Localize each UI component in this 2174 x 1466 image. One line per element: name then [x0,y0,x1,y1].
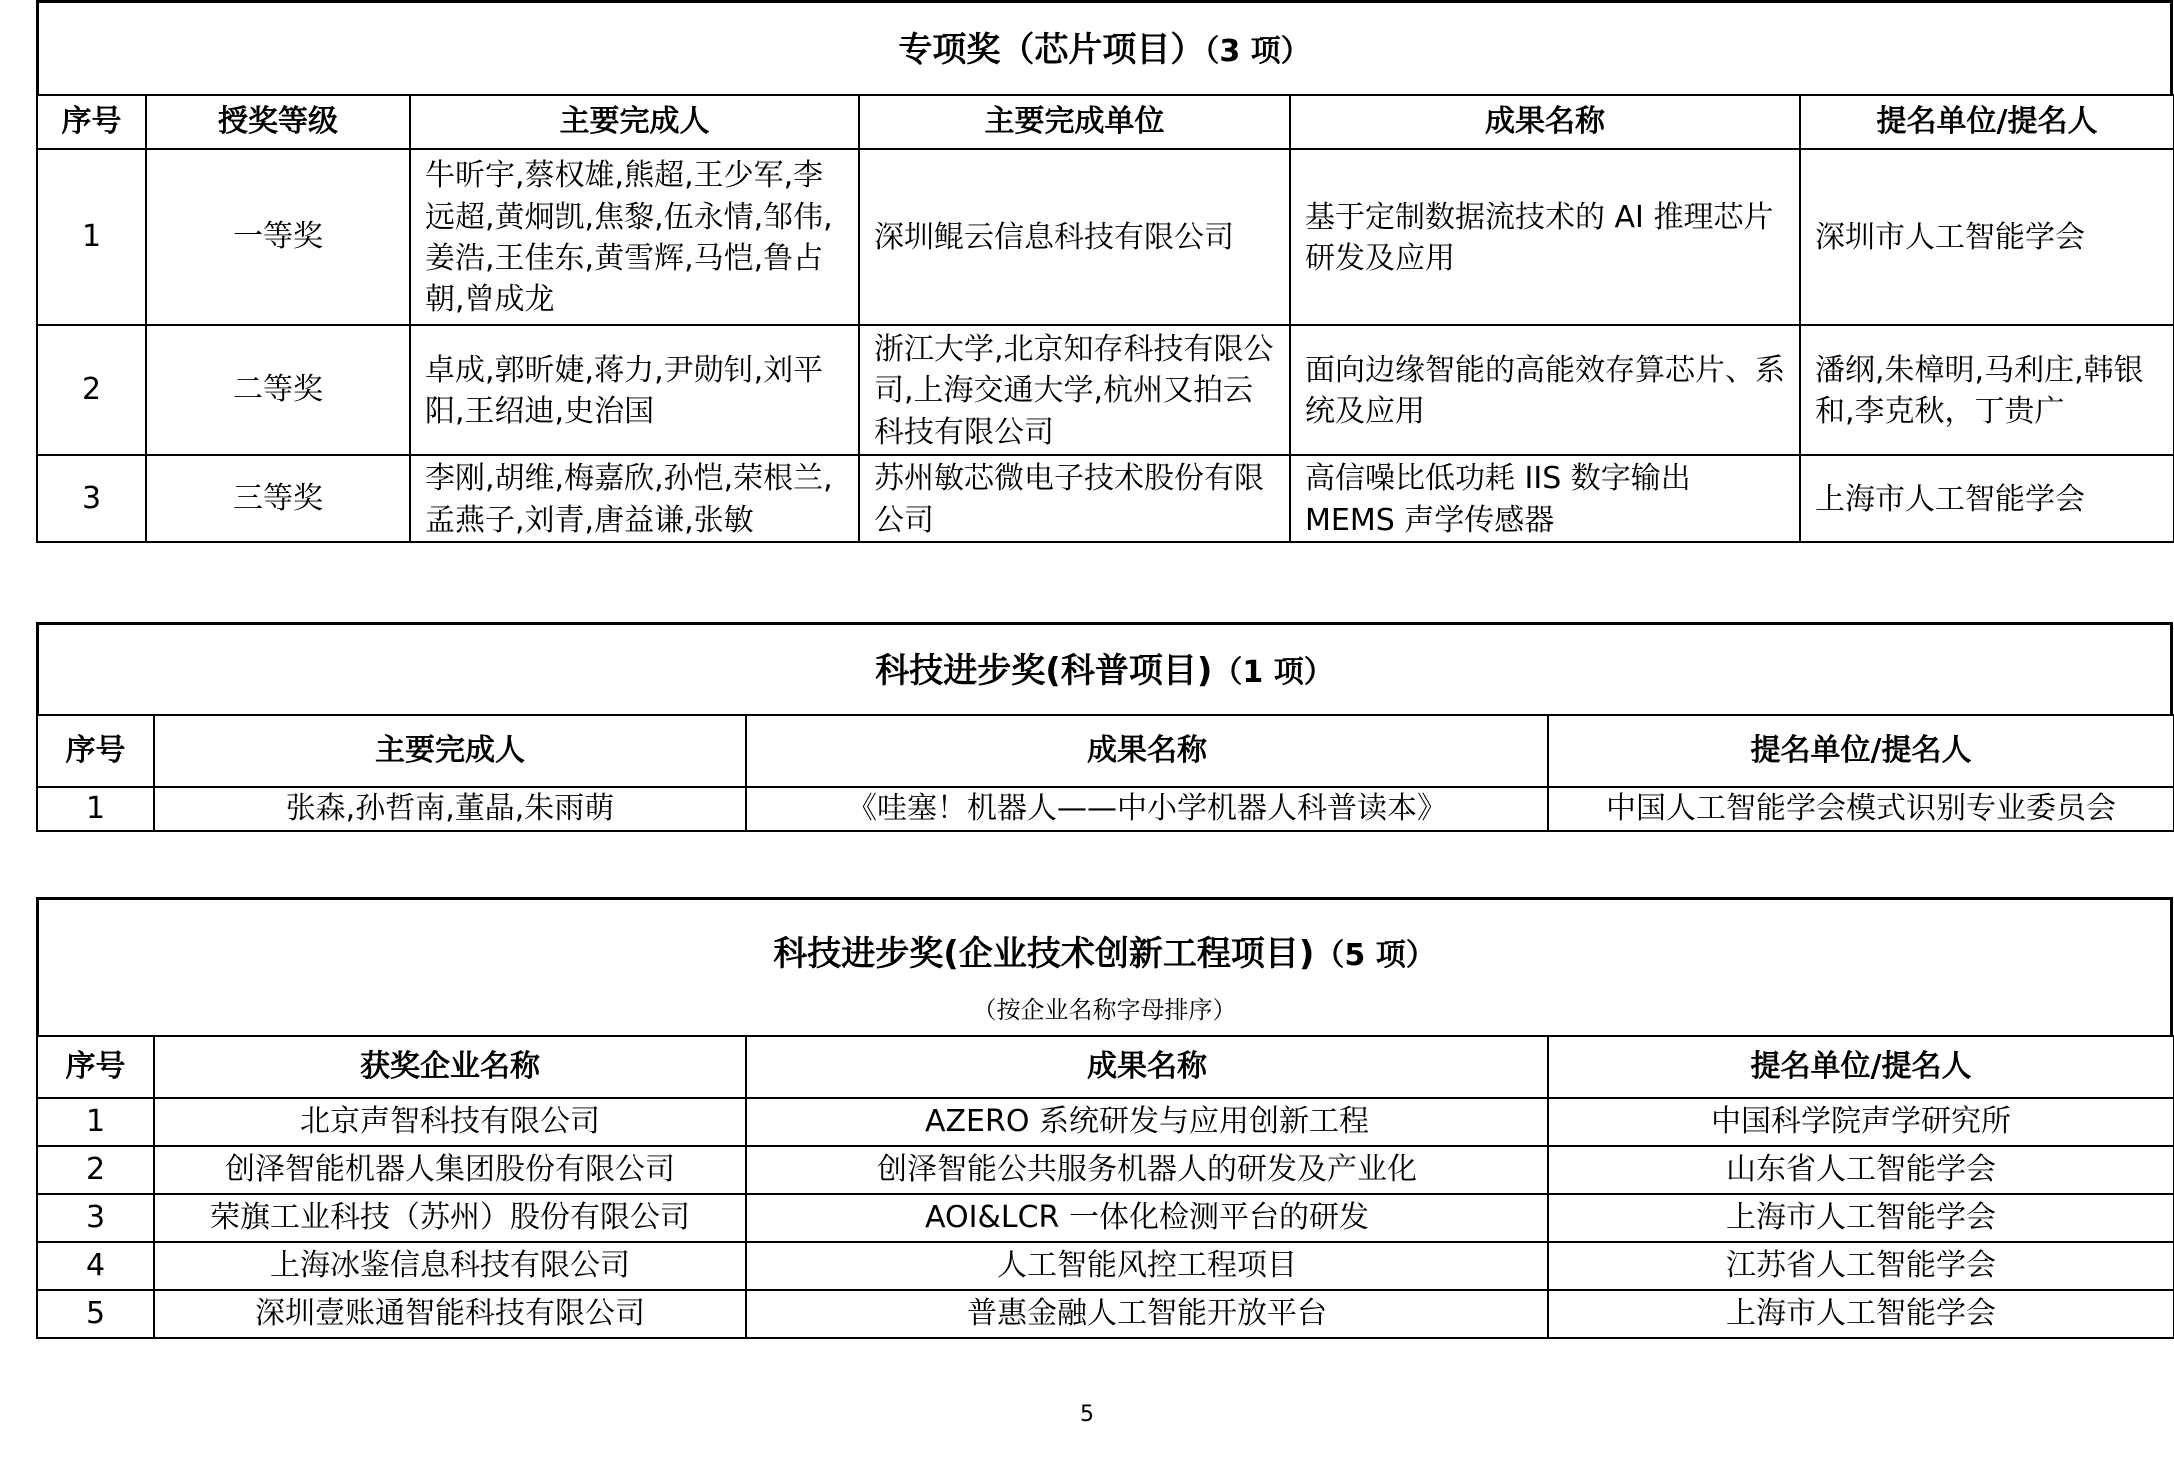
page-number: 5 [1080,1402,1094,1427]
row-number: 3 [37,1194,154,1242]
table-header-row [37,95,2174,149]
section-count: （1 项） [1212,655,1334,690]
header-cell: 授奖等级 [146,95,410,149]
company-name: 荣旗工业科技（苏州）股份有限公司 [154,1194,746,1242]
header-cell: 获奖企业名称 [154,1036,746,1098]
header-cell: 序号 [37,715,154,787]
section-title-box [36,622,2173,714]
row-number: 1 [37,787,154,831]
table-row [37,455,2174,542]
row-number: 1 [37,1098,154,1146]
nominator: 上海市人工智能学会 [1548,1290,2174,1338]
main-contributors: 牛昕宇,蔡权雄,熊超,王少军,李远超,黄炯凯,焦黎,伍永情,邹伟,姜浩,王佳东,黄雪辉,马恺,鲁占朝,曾成龙 [410,149,859,325]
row-number: 5 [37,1290,154,1338]
nominator: 中国人工智能学会模式识别专业委员会 [1548,787,2174,831]
achievement-name: 普惠金融人工智能开放平台 [746,1290,1548,1338]
table-header-row [37,715,2174,787]
header-cell: 提名单位/提名人 [1548,1036,2174,1098]
achievement-name: 基于定制数据流技术的 AI 推理芯片研发及应用 [1290,149,1800,325]
company-name: 上海冰鉴信息科技有限公司 [154,1242,746,1290]
nominator: 潘纲,朱樟明,马利庄,韩银和,李克秋，丁贵广 [1800,325,2174,455]
nominator: 上海市人工智能学会 [1800,455,2174,542]
science-popularization-table [36,714,2174,832]
main-contributors: 张森,孙哲南,董晶,朱雨萌 [154,787,746,831]
award-level: 二等奖 [146,325,410,455]
section-enterprise-innovation [36,897,2173,1339]
achievement-name: 人工智能风控工程项目 [746,1242,1548,1290]
nominator: 上海市人工智能学会 [1548,1194,2174,1242]
sort-note: （按企业名称字母排序） [972,996,1237,1024]
table-row [37,149,2174,325]
chip-award-table [36,94,2174,543]
achievement-name: 《哇塞！机器人——中小学机器人科普读本》 [746,787,1548,831]
table-row [37,1242,2174,1290]
company-name: 创泽智能机器人集团股份有限公司 [154,1146,746,1194]
row-number: 4 [37,1242,154,1290]
achievement-name: 面向边缘智能的高能效存算芯片、系统及应用 [1290,325,1800,455]
header-cell: 提名单位/提名人 [1800,95,2174,149]
award-level: 一等奖 [146,149,410,325]
main-contributors: 卓成,郭昕婕,蒋力,尹勋钊,刘平阳,王绍迪,史治国 [410,325,859,455]
header-cell: 序号 [37,1036,154,1098]
section-title: 科技进步奖(科普项目) [875,651,1213,691]
header-cell: 主要完成单位 [859,95,1290,149]
achievement-name: 创泽智能公共服务机器人的研发及产业化 [746,1146,1548,1194]
main-organization: 苏州敏芯微电子技术股份有限公司 [859,455,1290,542]
header-cell: 主要完成人 [410,95,859,149]
row-number: 1 [37,149,146,325]
row-number: 3 [37,455,146,542]
header-cell: 成果名称 [746,1036,1548,1098]
nominator: 江苏省人工智能学会 [1548,1242,2174,1290]
header-cell: 主要完成人 [154,715,746,787]
section-count: （5 项） [1314,938,1436,973]
main-organization: 深圳鲲云信息科技有限公司 [859,149,1290,325]
header-cell: 序号 [37,95,146,149]
section-title: 科技进步奖(企业技术创新工程项目) [773,934,1315,974]
table-row [37,1098,2174,1146]
table-header-row [37,1036,2174,1098]
award-level: 三等奖 [146,455,410,542]
achievement-name: AZERO 系统研发与应用创新工程 [746,1098,1548,1146]
table-row [37,325,2174,455]
section-count: （3 项） [1204,34,1311,69]
header-cell: 成果名称 [746,715,1548,787]
nominator: 中国科学院声学研究所 [1548,1098,2174,1146]
enterprise-innovation-table [36,1035,2174,1339]
row-number: 2 [37,1146,154,1194]
main-organization: 浙江大学,北京知存科技有限公司,上海交通大学,杭州又拍云科技有限公司 [859,325,1290,455]
header-cell: 提名单位/提名人 [1548,715,2174,787]
table-row [37,1194,2174,1242]
achievement-name: AOI&LCR 一体化检测平台的研发 [746,1194,1548,1242]
table-row [37,787,2174,831]
achievement-name: 高信噪比低功耗 IIS 数字输出 MEMS 声学传感器 [1290,455,1800,542]
company-name: 北京声智科技有限公司 [154,1098,746,1146]
table-row [37,1146,2174,1194]
section-title-box [36,897,2173,1035]
nominator: 山东省人工智能学会 [1548,1146,2174,1194]
table-row [37,1290,2174,1338]
nominator: 深圳市人工智能学会 [1800,149,2174,325]
section-title-box [36,0,2173,94]
section-science-popularization [36,622,2173,832]
company-name: 深圳壹账通智能科技有限公司 [154,1290,746,1338]
section-chip-award [36,0,2173,543]
row-number: 2 [37,325,146,455]
section-title: 专项奖（芯片项目） [898,30,1205,70]
header-cell: 成果名称 [1290,95,1800,149]
main-contributors: 李刚,胡维,梅嘉欣,孙恺,荣根兰,孟燕子,刘青,唐益谦,张敏 [410,455,859,542]
